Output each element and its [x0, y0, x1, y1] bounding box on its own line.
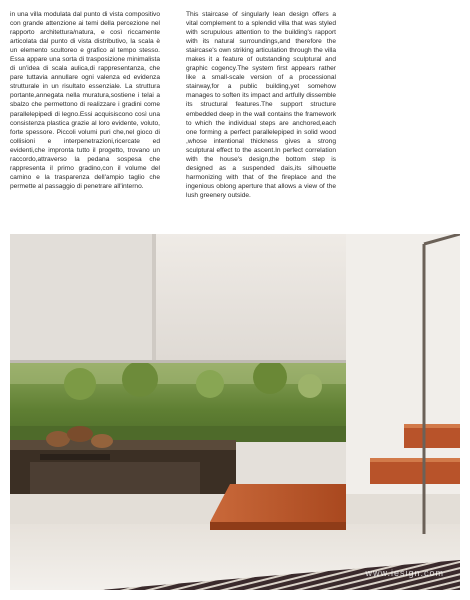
wooden-dais [210, 484, 346, 530]
interior-photo [10, 234, 460, 590]
staircase-interior-illustration [10, 234, 460, 590]
italian-text-column: in una villa modulata dal punto di vista compositivo con grande attenzione ai temi della percezione nel rapporto architettura/natura, e così riccamente articolata dal punto di vista distributivo, la scala è un elemento scultoreo e grafico al tempo stesso. Essa appare una sorta di trasposizione minimalista di un'idea di scala aulica,di rappresentanza, che pare tuttavia annullare ogni valenza ed evidenza strutturale in un risultato essenziale. La struttura portante,annegata nella muratura,sostiene i telai a sbalzo che permettono di realizzare i gradini come parallelepipedi di legno.Essi acquisiscono così una consistenza plastica grazie al loro evidente, voluto, forte spessore. Piccoli volumi puri che,nel gioco di collisioni e interpenetrazioni,ricercate ed evidenti,che impronta tutto il progetto, trovano un raccordo,attraverso la pedana sospesa che rappresenta il primo gradino,con il volume del camino e la trasparenza dell'ampio taglio che permette al passaggio di penetrare all'interno. [10, 11, 160, 190]
watermark-text: www.iesign.com [365, 568, 444, 578]
english-text-column: This staircase of singularly lean design offers a vital complement to a splendid villa that was styled with scrupulous attention to the building's rapport with its natural surroundings,and therefore the staircase's own striking articulation through the villa makes it a feature of outstanding sculptural and graphic cogency.The system first appears rather like a small-scale version of a processional stairway,for a public building,yet somehow manages to soften its impact and artfully dissemble its structural features.The support structure embedded deep in the wall contains the framework to which the individual steps are anchored,each one forming a perfect parallelepiped in solid wood ,whose intentional thickness gives a strong sculptural effect to the ascent.In perfect correlation with the house's design,the bottom step is designed as a suspended dais,its silhouette harmonizing with that of the fireplace and the ingenious oblong aperture that allows a view of the lush greenery outside. [186, 11, 336, 199]
right-wall [346, 234, 460, 494]
window-greenery [10, 360, 346, 442]
